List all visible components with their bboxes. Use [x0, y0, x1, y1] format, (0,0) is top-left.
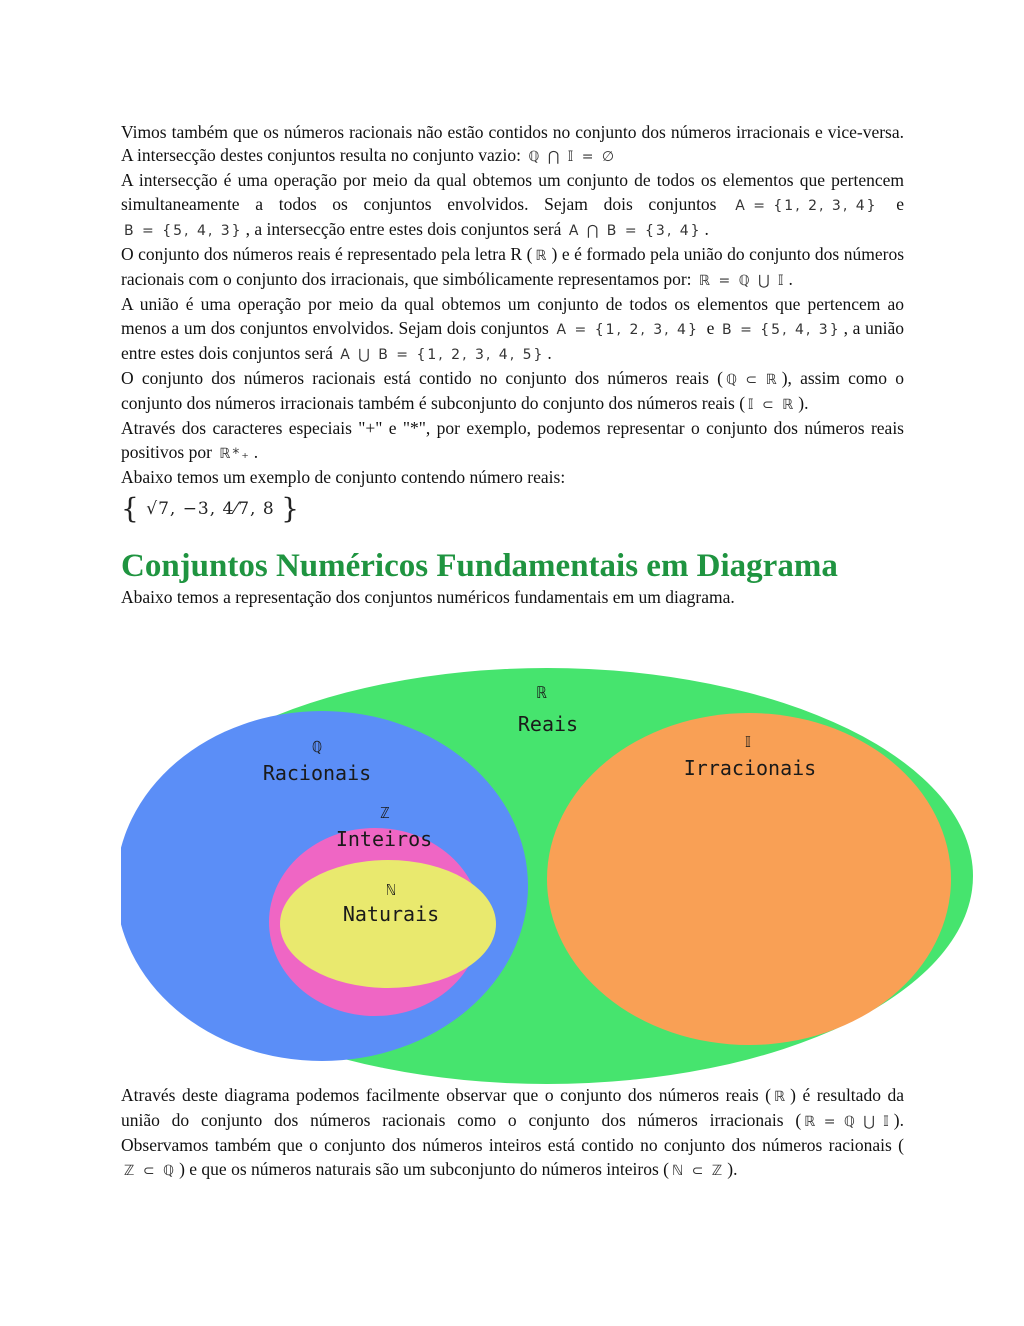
irracionais-label: Irracionais — [683, 756, 817, 780]
irracionais-symbol: 𝕀 — [745, 733, 751, 751]
text: ). Observamos também que o conjunto dos números inteiros está contido no conjunto dos números racionais ( — [121, 1110, 904, 1156]
reais-label: Reais — [517, 712, 579, 736]
symbol-reals: ℝ — [774, 1089, 788, 1105]
inteiros-label: Inteiros — [335, 827, 433, 851]
text: Vimos também que os números racionais não estão contidos no conjunto dos números irracionais e vice-versa. A intersecção destes conjuntos resulta no conjunto vazio: — [121, 122, 904, 166]
formula-i-subset-r: 𝕀 ⊂ ℝ — [748, 397, 796, 414]
formula-union-result: A ⋃ B = {1, 2, 3, 4, 5} — [340, 346, 545, 363]
text: O conjunto dos números reais é representado pela letra R ( — [121, 244, 533, 265]
text: , a intersecção entre estes dois conjuntos será — [245, 218, 562, 239]
formula-set-a: A = {1, 2, 3, 4} — [735, 197, 878, 214]
document-body — [121, 121, 904, 609]
inteiros-symbol: ℤ — [380, 804, 390, 822]
formula-set-b: B = {5, 4, 3} — [124, 222, 243, 239]
paragraph-example-intro — [121, 466, 904, 489]
formula-reals-union: ℝ = ℚ ⋃ 𝕀 — [804, 1114, 891, 1131]
numeric-sets-diagram — [121, 668, 973, 1084]
formula-set-b: B = {5, 4, 3} — [722, 321, 841, 338]
text: ). — [727, 1158, 738, 1179]
formula-z-subset-q: ℤ ⊂ ℚ — [124, 1162, 177, 1179]
text: e — [706, 317, 715, 338]
paragraph-conclusion — [121, 1084, 904, 1183]
paragraph-subsets — [121, 367, 904, 417]
brace-close: } — [281, 492, 300, 526]
text: . — [704, 218, 709, 239]
text: O conjunto dos números racionais está contido no conjunto dos números reais ( — [121, 368, 723, 389]
formula-intersection-result: A ⋂ B = {3, 4} — [568, 222, 702, 239]
text: . — [788, 269, 793, 290]
text: ) é resultado da união do conjunto dos números racionais como o conjunto dos números irracionais ( — [121, 1085, 905, 1131]
symbol-reals: ℝ — [535, 248, 549, 265]
formula-n-subset-z: ℕ ⊂ ℤ — [672, 1162, 725, 1179]
paragraph-positive-reals — [121, 417, 904, 465]
text: . — [547, 342, 552, 363]
reais-symbol: ℝ — [537, 683, 547, 702]
text: Através deste diagrama podemos facilmente observar que o conjunto dos números reais ( — [121, 1085, 772, 1105]
example-set-elements: √7, −3, 4⁄7, 8 — [146, 499, 275, 520]
text: e — [896, 193, 905, 214]
text: Através dos caracteres especiais "+" e "*", por exemplo, podemos representar o conjunto dos números reais positivos por — [121, 418, 904, 462]
example-set — [121, 492, 904, 526]
text: . — [253, 441, 259, 462]
formula-reals-union: ℝ = ℚ ⋃ 𝕀 — [698, 273, 786, 290]
brace-open: { — [121, 492, 140, 526]
naturais-label: Naturais — [342, 902, 440, 926]
symbol-positive-reals: ℝ*₊ — [219, 445, 251, 462]
section-heading: Conjuntos Numéricos Fundamentais em Diagrama — [121, 548, 838, 585]
text: ) e que os números naturais são um subconjunto do números inteiros ( — [179, 1158, 669, 1179]
paragraph-empty-intersection — [121, 121, 904, 169]
text: A união é uma operação por meio da qual obtemos um conjunto de todos os elementos que pertencem ao menos a um dos conjuntos envolvidos. Sejam dois conjuntos — [121, 294, 904, 338]
formula-empty-intersection: ℚ ⋂ 𝕀 = ∅ — [528, 149, 617, 166]
racionais-label: Racionais — [262, 761, 372, 785]
text: ), assim como o conjunto dos números irracionais também é subconjunto do conjunto dos números reais ( — [121, 368, 904, 414]
formula-set-a: A = {1, 2, 3, 4} — [556, 321, 699, 338]
racionais-symbol: ℚ — [312, 738, 322, 756]
text: ) e é formado pela união do conjunto dos números racionais com o conjunto dos irracionais, que simbólicamente representamos por: — [121, 244, 904, 290]
text: Abaixo temos um exemplo de conjunto contendo número reais: — [121, 466, 566, 487]
heading-intro: Abaixo temos a representação dos conjuntos numéricos fundamentais em um diagrama. — [121, 587, 735, 608]
naturais-symbol: ℕ — [386, 881, 396, 899]
text: ). — [798, 393, 809, 414]
text: , a união entre estes dois conjuntos será — [121, 317, 905, 363]
conclusion — [121, 1084, 904, 1183]
paragraph-intersection-definition — [121, 169, 904, 243]
paragraph-real-numbers — [121, 243, 904, 293]
formula-q-subset-r: ℚ ⊂ ℝ — [725, 372, 779, 389]
paragraph-union-definition — [121, 293, 904, 367]
text: A intersecção é uma operação por meio da qual obtemos um conjunto de todos os elementos que pertencem simultaneamente a todos os conjuntos envolvidos. Sejam dois conjuntos — [121, 170, 904, 214]
